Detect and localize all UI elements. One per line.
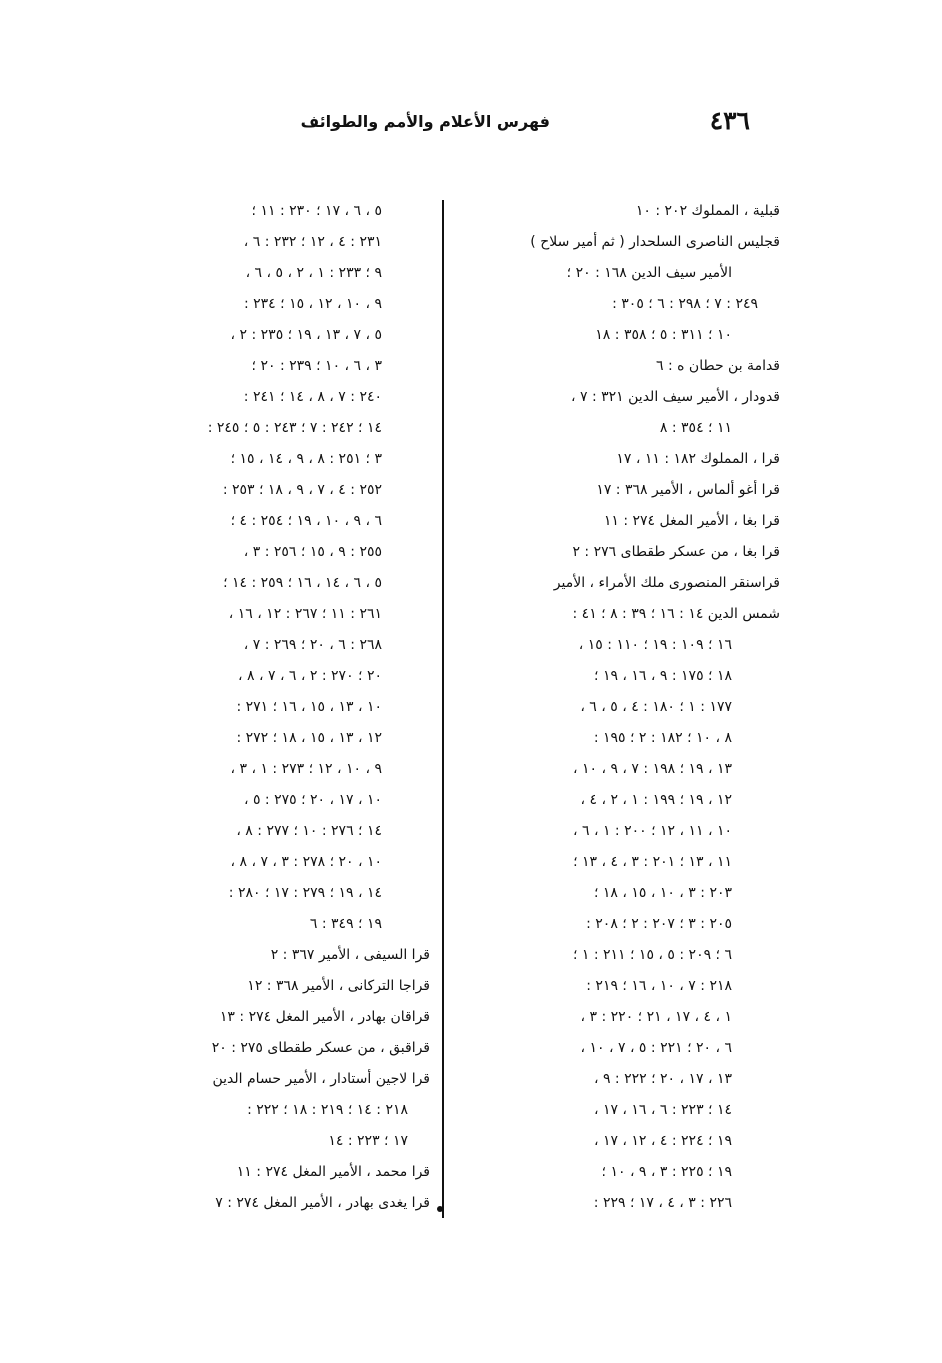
right-column-line: قجليس الناصرى السلحدار ( ثم أمير سلاح ): [530, 234, 780, 250]
right-column-line: شمس الدين ١٤ : ١٦ ؛ ٣٩ : ٨ ؛ ٤١ :: [572, 606, 780, 622]
right-column-line: الأمير سيف الدين ١٦٨ : ٢٠ ؛: [566, 265, 732, 281]
right-column-line: ٢١٨ : ٧ ، ١٠ ، ١٦ ؛ ٢١٩ :: [586, 978, 732, 994]
left-column-line: ٢٣١ : ٤ ، ١٢ ؛ ٢٣٢ : ٦ ،: [243, 234, 382, 250]
right-column-line: ٢٤٩ : ٧ ؛ ٢٩٨ : ٦ ؛ ٣٠٥ :: [612, 296, 758, 312]
left-column-line: ١٤ ، ١٩ ؛ ٢٧٩ : ١٧ ؛ ٢٨٠ :: [228, 885, 382, 901]
left-column-line: ٢٥٥ : ٩ ، ١٥ ؛ ٢٥٦ : ٣ ،: [243, 544, 382, 560]
left-column-line: ١٢ ، ١٣ ، ١٥ ، ١٨ ؛ ٢٧٢ :: [236, 730, 382, 746]
right-column-line: ١٠ ، ١١ ، ١٢ ؛ ٢٠٠ : ١ ، ٦ ،: [573, 823, 732, 839]
left-column-line: ١٠ ، ٢٠ ؛ ٢٧٨ : ٣ ، ٧ ، ٨ ،: [230, 854, 382, 870]
right-column-line: قدامة بن حطان ه : ٦: [655, 358, 780, 374]
right-column-line: قراسنقر المنصورى ملك الأمراء ، الأمير: [553, 575, 780, 591]
right-column-line: ١١ ، ١٣ ؛ ٢٠١ : ٣ ، ٤ ، ١٣ ؛: [573, 854, 732, 870]
left-column-line: ٩ ؛ ٢٣٣ : ١ ، ٢ ، ٥ ، ٦ ،: [245, 265, 382, 281]
right-column-line: ١٧٧ : ١ ؛ ١٨٠ : ٤ ، ٥ ، ٦ ،: [580, 699, 732, 715]
left-column-line: قرا لاجين أستادار ، الأمير حسام الدين: [212, 1071, 430, 1087]
left-column-line: ٦ ، ٩ ، ١٠ ، ١٩ ؛ ٢٥٤ : ٤ ؛: [230, 513, 382, 529]
right-column-line: ١٩ ؛ ٢٢٤ : ٤ ، ١٢ ، ١٧ ،: [593, 1133, 732, 1149]
left-column-line: ٢٥٢ : ٤ ، ٧ ، ٩ ، ١٨ ؛ ٢٥٣ :: [222, 482, 382, 498]
right-column-line: ٢٠٥ : ٣ ؛ ٢٠٧ : ٢ ؛ ٢٠٨ :: [586, 916, 732, 932]
right-column-line: قبلية ، المملوك ٢٠٢ : ١٠: [635, 203, 780, 219]
left-column-line: ١٩ ؛ ٣٤٩ : ٦: [309, 916, 382, 932]
right-column-line: قرا بغا ، الأمير المغل ٢٧٤ : ١١: [603, 513, 780, 529]
left-column-line: ١٤ ؛ ٢٧٦ : ١٠ ؛ ٢٧٧ : ٨ ،: [236, 823, 382, 839]
right-column-line: ٢٢٦ : ٣ ، ٤ ، ١٧ ؛ ٢٢٩ :: [593, 1195, 732, 1211]
left-column-line: ٢١٨ : ١٤ ؛ ٢١٩ : ١٨ ؛ ٢٢٢ :: [247, 1102, 408, 1118]
right-column: [462, 196, 780, 1219]
right-column-line: ١٢ ، ١٩ ؛ ١٩٩ : ١ ، ٢ ، ٤ ،: [580, 792, 732, 808]
column-divider: [442, 200, 444, 1218]
left-column-line: قراقبق ، من عسكر طقطاى ٢٧٥ : ٢٠: [211, 1040, 430, 1056]
right-column-line: ١١ ؛ ٣٥٤ : ٨: [659, 420, 732, 436]
right-column-line: ٦ ؛ ٢٠٩ : ٥ ، ١٥ ؛ ٢١١ : ١ ؛: [572, 947, 732, 963]
left-column-line: ٢٠ ؛ ٢٧٠ : ٢ ، ٦ ، ٧ ، ٨ ،: [238, 668, 382, 684]
left-column-line: ٣ ، ٦ ، ١٠ ؛ ٢٣٩ : ٢٠ ؛: [251, 358, 382, 374]
left-column-line: ١٧ ؛ ٢٢٣ : ١٤: [328, 1133, 408, 1149]
left-column-line: ٩ ، ١٠ ، ١٢ ، ١٥ ؛ ٢٣٤ :: [243, 296, 382, 312]
right-column-line: قرا أغو ألماس ، الأمير ٣٦٨ : ١٧: [596, 482, 780, 498]
left-column-line: ٥ ، ٦ ، ١٧ ؛ ٢٣٠ : ١١ ؛: [251, 203, 382, 219]
right-column-line: ٢٠٣ : ٣ ، ١٠ ، ١٥ ، ١٨ ؛: [593, 885, 732, 901]
page-title: فهرس الأعلام والأمم والطوائف: [300, 112, 550, 131]
left-column-line: ١٠ ، ١٧ ، ٢٠ ؛ ٢٧٥ : ٥ ،: [243, 792, 382, 808]
right-column-line: ١٣ ، ١٩ ؛ ١٩٨ : ٧ ، ٩ ، ١٠ ،: [573, 761, 732, 777]
left-column-line: ٢٤٠ : ٧ ، ٨ ، ١٤ ؛ ٢٤١ :: [243, 389, 382, 405]
left-column-line: ٢٦٨ : ٦ ، ٢٠ ؛ ٢٦٩ : ٧ ،: [243, 637, 382, 653]
right-column-line: ٦ ، ٢٠ ؛ ٢٢١ : ٥ ، ٧ ، ١٠ ،: [580, 1040, 732, 1056]
left-column-line: ٥ ، ٦ ، ١٤ ، ١٦ ؛ ٢٥٩ : ١٤ ؛: [223, 575, 382, 591]
left-column-line: قرا السيفى ، الأمير ٣٦٧ : ٢: [270, 947, 430, 963]
left-column-line: قراقان بهادر ، الأمير المغل ٢٧٤ : ١٣: [219, 1009, 430, 1025]
right-column-line: قرا ، المملوك ١٨٢ : ١١ ، ١٧: [616, 451, 780, 467]
left-column-line: ١٠ ، ١٣ ، ١٥ ، ١٦ ؛ ٢٧١ :: [236, 699, 382, 715]
right-column-line: ٨ ، ١٠ ؛ ١٨٢ : ٢ ؛ ١٩٥ :: [593, 730, 732, 746]
page-header: [300, 106, 750, 140]
divider-end-mark: [437, 1206, 443, 1212]
right-column-line: ١٨ ؛ ١٧٥ : ٩ ، ١٦ ، ١٩ ؛: [594, 668, 732, 684]
left-column-line: قرا يغدى بهادر ، الأمير المغل ٢٧٤ : ٧: [215, 1195, 430, 1211]
page-number: ٤٣٦: [709, 106, 750, 135]
right-column-line: ١٠ ؛ ٣١١ : ٥ ؛ ٣٥٨ : ١٨: [595, 327, 732, 343]
right-column-line: ١٤ ؛ ٢٢٣ : ٦ ، ١٦ ، ١٧ ،: [593, 1102, 732, 1118]
left-column-line: قرا محمد ، الأمير المغل ٢٧٤ : ١١: [236, 1164, 430, 1180]
right-column-line: ١٦ ؛ ١٠٩ : ١٩ ؛ ١١٠ : ١٥ ،: [578, 637, 732, 653]
left-column-line: ٢٦١ : ١١ ؛ ٢٦٧ : ١٢ ، ١٦ ،: [228, 606, 382, 622]
right-column-line: ١٩ ؛ ٢٢٥ : ٣ ، ٩ ، ١٠ ؛: [601, 1164, 732, 1180]
left-column: [112, 196, 430, 1219]
right-column-line: قرا بغا ، من عسكر طقطاى ٢٧٦ : ٢: [572, 544, 780, 560]
left-column-line: قراجا التركانى ، الأمير ٣٦٨ : ١٢: [247, 978, 430, 994]
left-column-line: ٣ ؛ ٢٥١ : ٨ ، ٩ ، ١٤ ، ١٥ ؛: [230, 451, 382, 467]
left-column-line: ١٤ ؛ ٢٤٢ : ٧ ؛ ٢٤٣ : ٥ ؛ ٢٤٥ :: [207, 420, 382, 436]
left-column-line: ٥ ، ٧ ، ١٣ ، ١٩ ؛ ٢٣٥ : ٢ ،: [230, 327, 382, 343]
right-column-line: قدودار ، الأمير سيف الدين ٣٢١ : ٧ ،: [571, 389, 780, 405]
right-column-line: ١ ، ٤ ، ١٧ ، ٢١ ؛ ٢٢٠ : ٣ ،: [580, 1009, 732, 1025]
right-column-line: ١٣ ، ١٧ ، ٢٠ ؛ ٢٢٢ : ٩ ،: [593, 1071, 732, 1087]
left-column-line: ٩ ، ١٠ ، ١٢ ؛ ٢٧٣ : ١ ، ٣ ،: [230, 761, 382, 777]
